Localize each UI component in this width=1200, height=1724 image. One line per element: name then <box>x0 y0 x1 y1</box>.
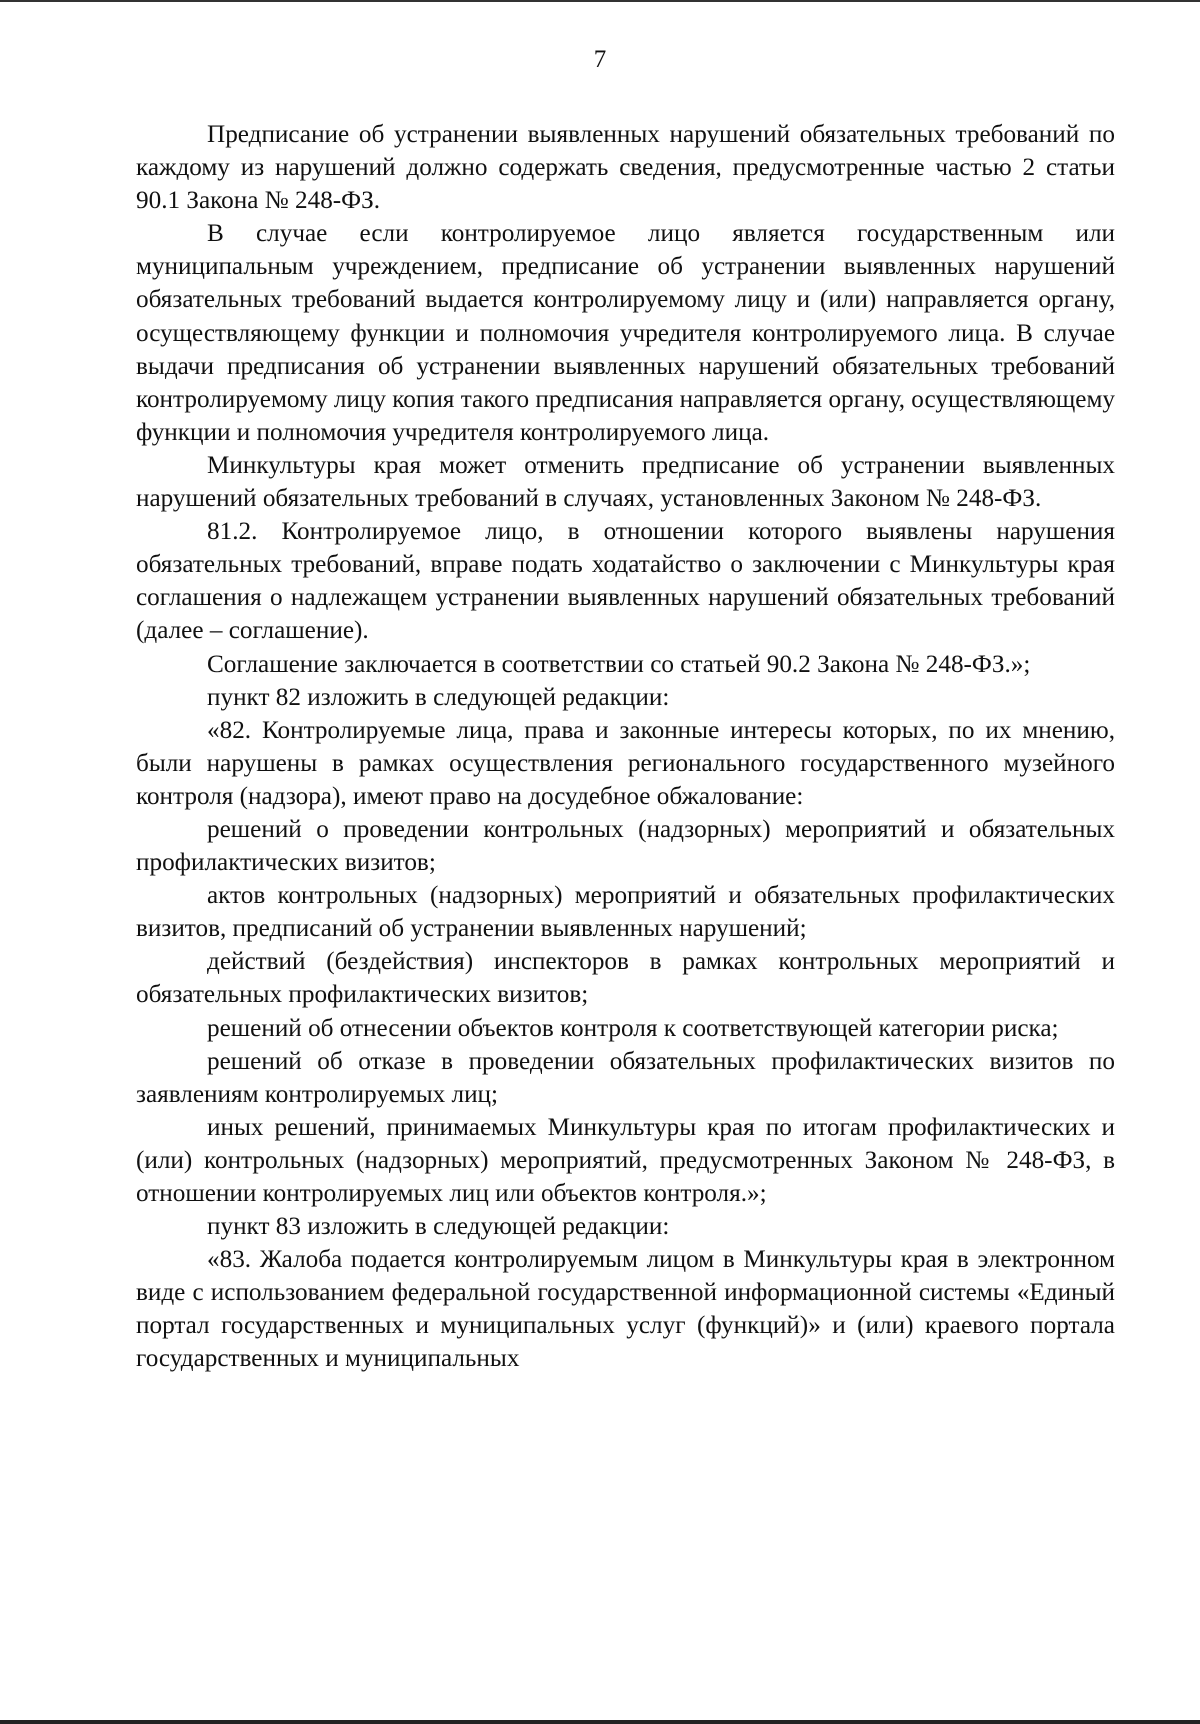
paragraph-state-institution: В случае если контролируемое лицо является государственным или муниципальным учреждением, предписание об устранении выявленных нарушений обязательных требований выдается контролируемому лицу и (или) направляется органу, осуществляющему функции и полномочия учредителя контролируемого лица. В случае выдачи предписания об устранении выявленных нарушений обязательных требований контролируемому лицу копия такого предписания направляется органу, осуществляющему функции и полномочия учредителя контролируемого лица. <box>136 220 1115 446</box>
paragraph-prescription-content: Предписание об устранении выявленных нарушений обязательных требований по каждому из нарушений должно содержать сведения, предусмотренные частью 2 статьи 90.1 Закона № 248-ФЗ. <box>136 121 1115 215</box>
list-item-acts: актов контрольных (надзорных) мероприятий и обязательных профилактических визитов, предписаний об устранении выявленных нарушений; <box>136 882 1115 943</box>
list-item-decisions-events: решений о проведении контрольных (надзорных) мероприятий и обязательных профилактических визитов; <box>136 815 1115 877</box>
paragraph-83: «83. Жалоба подается контролируемым лицом в Минкультуры края в электронном виде с использованием федеральной государственной информационной системы «Единый портал государственных и муниципальных услуг (функций)» и (или) краевого портала государственных и муниципальных <box>136 1246 1115 1373</box>
paragraph-point-83-intro: пункт 83 изложить в следующей редакции: <box>207 1213 670 1241</box>
scan-top-edge <box>0 0 1200 2</box>
paragraph-point-82-intro: пункт 82 изложить в следующей редакции: <box>207 683 670 711</box>
document-body <box>136 118 1115 1376</box>
list-item-inspector-actions: действий (бездействия) инспекторов в рамках контрольных мероприятий и обязательных профилактических визитов; <box>136 948 1115 1009</box>
scan-bottom-edge <box>0 1720 1200 1724</box>
paragraph-agreement: Соглашение заключается в соответствии со статьей 90.2 Закона № 248-ФЗ.»; <box>207 650 1031 678</box>
list-item-other-decisions: иных решений, принимаемых Минкультуры края по итогам профилактических и (или) контрольных (надзорных) мероприятий, предусмотренных Законом № 248-ФЗ, в отношении контролируемых лиц или объектов контроля.»; <box>136 1113 1115 1207</box>
list-item-risk-category: решений об отнесении объектов контроля к соответствующей категории риска; <box>207 1014 1059 1042</box>
list-item-refusal-visits: решений об отказе в проведении обязательных профилактических визитов по заявлениям контролируемых лиц; <box>136 1047 1115 1108</box>
paragraph-82: «82. Контролируемые лица, права и законные интересы которых, по их мнению, были нарушены в рамках осуществления регионального государственного музейного контроля (надзора), имеют право на досудебное обжалование: <box>136 716 1115 810</box>
paragraph-81-2: 81.2. Контролируемое лицо, в отношении которого выявлены нарушения обязательных требований, вправе подать ходатайство о заключении с Минкультуры края соглашения о надлежащем устранении выявленных нарушений обязательных требований (далее – соглашение). <box>136 518 1115 645</box>
page-number: 7 <box>593 46 607 73</box>
paragraph-cancel-prescription: Минкультуры края может отменить предписание об устранении выявленных нарушений обязательных требований в случаях, установленных Законом № 248-ФЗ. <box>136 451 1115 513</box>
